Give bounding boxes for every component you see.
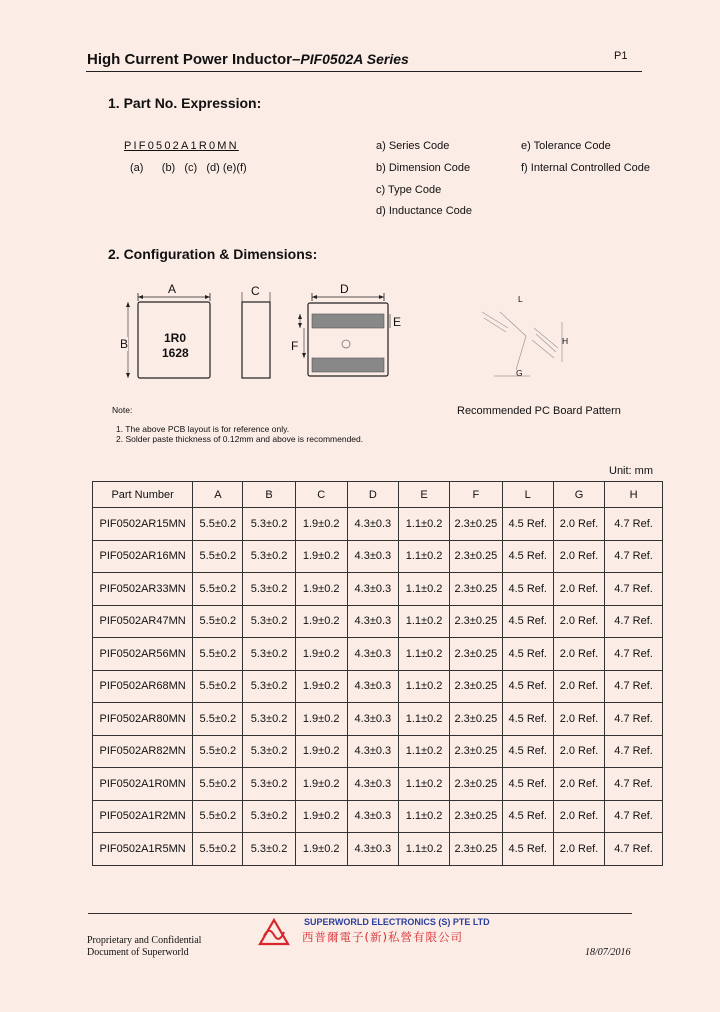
dimension-cell: 5.3±0.2 [243, 768, 295, 801]
dimension-cell: 4.5 Ref. [502, 573, 553, 606]
top-view-drawing [118, 280, 218, 380]
section1-heading: 1. Part No. Expression: [108, 95, 262, 111]
dimension-cell: 5.3±0.2 [243, 540, 295, 573]
code-c: c) Type Code [376, 184, 442, 196]
dim-label-a: A [168, 282, 177, 296]
col-header: B [243, 482, 295, 508]
dimension-cell: 4.3±0.3 [347, 670, 398, 703]
code-b: b) Dimension Code [376, 162, 471, 174]
dimension-cell: 2.3±0.25 [450, 768, 502, 801]
company-name-en: SUPERWORLD ELECTRONICS (S) PTE LTD [304, 917, 490, 927]
table-row [93, 800, 663, 833]
footer-document: Document of Superworld [87, 947, 189, 958]
dimension-cell: 5.5±0.2 [193, 735, 243, 768]
dimension-cell: 5.3±0.2 [243, 573, 295, 606]
part-number-cell: PIF0502AR80MN [93, 703, 193, 736]
note-1: 1. The above PCB layout is for reference only. [116, 424, 290, 434]
dimension-cell: 4.3±0.3 [347, 638, 398, 671]
part-number-cell: PIF0502AR82MN [93, 735, 193, 768]
dim-label-c: C [251, 284, 260, 298]
dimension-cell: 5.5±0.2 [193, 638, 243, 671]
dimension-cell: 1.9±0.2 [295, 670, 347, 703]
dimension-cell: 1.1±0.2 [398, 508, 449, 541]
dim-label-l: L [518, 294, 523, 304]
part-number-cell: PIF0502AR16MN [93, 540, 193, 573]
dimension-cell: 4.5 Ref. [502, 508, 553, 541]
part-number-cell: PIF0502AR56MN [93, 638, 193, 671]
col-header: D [347, 482, 398, 508]
dimension-cell: 1.9±0.2 [295, 833, 347, 866]
dimension-cell: 1.1±0.2 [398, 800, 449, 833]
dimension-cell: 4.7 Ref. [605, 735, 663, 768]
table-row [93, 833, 663, 866]
dimension-cell: 4.3±0.3 [347, 703, 398, 736]
dimension-cell: 1.9±0.2 [295, 605, 347, 638]
pcb-caption: Recommended PC Board Pattern [457, 405, 621, 417]
dimension-cell: 1.9±0.2 [295, 508, 347, 541]
dimension-cell: 4.5 Ref. [502, 670, 553, 703]
dimension-cell: 2.3±0.25 [450, 833, 502, 866]
col-header: C [295, 482, 347, 508]
dimension-cell: 4.3±0.3 [347, 540, 398, 573]
dimension-cell: 4.3±0.3 [347, 735, 398, 768]
page-title [87, 51, 409, 68]
dimension-cell: 4.7 Ref. [605, 833, 663, 866]
dimension-cell: 2.0 Ref. [553, 638, 604, 671]
pcb-pattern-drawing [470, 290, 580, 385]
dimension-cell: 4.7 Ref. [605, 703, 663, 736]
spec-table [92, 481, 663, 866]
dimension-cell: 4.7 Ref. [605, 508, 663, 541]
dimension-cell: 2.3±0.25 [450, 670, 502, 703]
dimension-cell: 2.0 Ref. [553, 735, 604, 768]
dimension-cell: 5.3±0.2 [243, 800, 295, 833]
dimension-cell: 4.7 Ref. [605, 605, 663, 638]
dimension-cell: 5.3±0.2 [243, 508, 295, 541]
dimension-cell: 2.0 Ref. [553, 508, 604, 541]
dim-label-f: F [291, 339, 299, 353]
part-number-cell: PIF0502A1R0MN [93, 768, 193, 801]
footer-confidential: Proprietary and Confidential [87, 935, 202, 946]
dimension-cell: 4.5 Ref. [502, 605, 553, 638]
header-rule [86, 71, 642, 72]
dimension-cell: 2.0 Ref. [553, 573, 604, 606]
dimension-cell: 4.7 Ref. [605, 638, 663, 671]
code-a: a) Series Code [376, 140, 450, 152]
page-number: P1 [614, 50, 628, 62]
company-name-cn: 西普爾電子(新)私營有限公司 [302, 930, 463, 944]
part-number-groups: (a) (b) (c) (d) (e)(f) [130, 162, 247, 174]
dimension-cell: 2.0 Ref. [553, 540, 604, 573]
dimension-cell: 2.3±0.25 [450, 735, 502, 768]
part-number-letters: PIF0502A1R0MN [124, 140, 239, 152]
dimension-cell: 1.1±0.2 [398, 638, 449, 671]
dim-label-d: D [340, 282, 349, 296]
dimension-cell: 4.5 Ref. [502, 735, 553, 768]
dimension-cell: 1.1±0.2 [398, 833, 449, 866]
code-d: d) Inductance Code [376, 205, 473, 217]
part-number-cell: PIF0502AR33MN [93, 573, 193, 606]
dimension-cell: 5.3±0.2 [243, 833, 295, 866]
col-header: H [605, 482, 663, 508]
dimension-cell: 2.0 Ref. [553, 800, 604, 833]
dimension-cell: 2.3±0.25 [450, 638, 502, 671]
dimension-cell: 2.3±0.25 [450, 703, 502, 736]
dimension-cell: 2.3±0.25 [450, 508, 502, 541]
col-header: F [450, 482, 502, 508]
dim-label-b: B [120, 337, 129, 351]
table-row [93, 573, 663, 606]
dimension-cell: 1.9±0.2 [295, 540, 347, 573]
dimension-cell: 2.0 Ref. [553, 670, 604, 703]
dimension-cell: 5.5±0.2 [193, 703, 243, 736]
dimension-cell: 5.3±0.2 [243, 638, 295, 671]
dimension-cell: 5.3±0.2 [243, 735, 295, 768]
note-title: Note: [112, 405, 133, 415]
part-number-cell: PIF0502AR15MN [93, 508, 193, 541]
part-number-cell: PIF0502AR47MN [93, 605, 193, 638]
dimension-cell: 4.7 Ref. [605, 768, 663, 801]
table-row [93, 735, 663, 768]
dimension-cell: 5.5±0.2 [193, 833, 243, 866]
dimension-cell: 2.0 Ref. [553, 768, 604, 801]
dimension-cell: 2.0 Ref. [553, 605, 604, 638]
dimension-cell: 4.5 Ref. [502, 833, 553, 866]
dimension-cell: 1.1±0.2 [398, 735, 449, 768]
bottom-view-drawing [290, 280, 410, 380]
dim-label-e: E [393, 315, 402, 329]
code-f: f) Internal Controlled Code [521, 162, 651, 174]
dimension-cell: 2.3±0.25 [450, 605, 502, 638]
part-number-cell: PIF0502A1R2MN [93, 800, 193, 833]
dimension-cell: 1.9±0.2 [295, 573, 347, 606]
footer-date: 18/07/2016 [585, 947, 631, 958]
title-series: PIF0502A Series [300, 51, 409, 67]
table-row [93, 670, 663, 703]
table-row [93, 508, 663, 541]
dimension-cell: 4.5 Ref. [502, 800, 553, 833]
dimension-cell: 2.3±0.25 [450, 800, 502, 833]
dimension-cell: 1.1±0.2 [398, 703, 449, 736]
dimension-cell: 5.3±0.2 [243, 703, 295, 736]
dimension-cell: 1.1±0.2 [398, 573, 449, 606]
dimension-cell: 1.9±0.2 [295, 638, 347, 671]
table-row [93, 703, 663, 736]
dimension-cell: 1.9±0.2 [295, 768, 347, 801]
dimension-cell: 5.5±0.2 [193, 540, 243, 573]
dimension-cell: 1.9±0.2 [295, 703, 347, 736]
title-main: High Current Power Inductor– [87, 51, 301, 68]
dimension-cell: 4.3±0.3 [347, 800, 398, 833]
table-row [93, 605, 663, 638]
footer-rule [88, 913, 632, 914]
marking-line1: 1R0 [164, 331, 187, 345]
part-number-cell: PIF0502AR68MN [93, 670, 193, 703]
dimension-cell: 4.3±0.3 [347, 833, 398, 866]
dimension-cell: 5.5±0.2 [193, 573, 243, 606]
part-number-cell: PIF0502A1R5MN [93, 833, 193, 866]
dim-label-g: G [516, 368, 523, 378]
dimension-cell: 1.1±0.2 [398, 540, 449, 573]
section2-heading: 2. Configuration & Dimensions: [108, 246, 318, 262]
dimension-cell: 2.3±0.25 [450, 573, 502, 606]
dimension-cell: 2.0 Ref. [553, 833, 604, 866]
dimension-cell: 4.5 Ref. [502, 638, 553, 671]
code-e: e) Tolerance Code [521, 140, 611, 152]
marking-line2: 1628 [162, 346, 189, 360]
note-2: 2. Solder paste thickness of 0.12mm and above is recommended. [116, 434, 364, 444]
dimension-cell: 4.5 Ref. [502, 703, 553, 736]
dimension-cell: 4.3±0.3 [347, 605, 398, 638]
dimension-cell: 4.7 Ref. [605, 573, 663, 606]
dimension-cell: 4.3±0.3 [347, 508, 398, 541]
col-header: G [553, 482, 604, 508]
col-header: A [193, 482, 243, 508]
dimension-cell: 4.5 Ref. [502, 768, 553, 801]
dimension-cell: 1.1±0.2 [398, 670, 449, 703]
dimension-cell: 2.0 Ref. [553, 703, 604, 736]
dimension-cell: 5.3±0.2 [243, 605, 295, 638]
table-header-row [93, 482, 663, 508]
dimension-cell: 4.7 Ref. [605, 540, 663, 573]
table-row [93, 768, 663, 801]
dimension-cell: 4.7 Ref. [605, 800, 663, 833]
col-header: L [502, 482, 553, 508]
dimension-cell: 4.7 Ref. [605, 670, 663, 703]
dimension-cell: 5.5±0.2 [193, 508, 243, 541]
superworld-logo [258, 918, 290, 946]
table-row [93, 638, 663, 671]
dimension-cell: 5.5±0.2 [193, 670, 243, 703]
dimension-cell: 1.9±0.2 [295, 800, 347, 833]
table-row [93, 540, 663, 573]
dimension-cell: 1.1±0.2 [398, 768, 449, 801]
dimension-cell: 1.1±0.2 [398, 605, 449, 638]
dimension-cell: 4.3±0.3 [347, 573, 398, 606]
dimension-cell: 4.5 Ref. [502, 540, 553, 573]
dimension-cell: 5.5±0.2 [193, 800, 243, 833]
dim-label-h: H [562, 336, 569, 346]
dimension-cell: 5.5±0.2 [193, 605, 243, 638]
unit-label: Unit: mm [609, 465, 653, 477]
dimension-cell: 4.3±0.3 [347, 768, 398, 801]
dimension-cell: 5.5±0.2 [193, 768, 243, 801]
dimension-cell: 2.3±0.25 [450, 540, 502, 573]
col-header: Part Number [93, 482, 193, 508]
side-view-drawing [238, 280, 274, 380]
dimension-cell: 5.3±0.2 [243, 670, 295, 703]
dimension-cell: 1.9±0.2 [295, 735, 347, 768]
col-header: E [398, 482, 449, 508]
